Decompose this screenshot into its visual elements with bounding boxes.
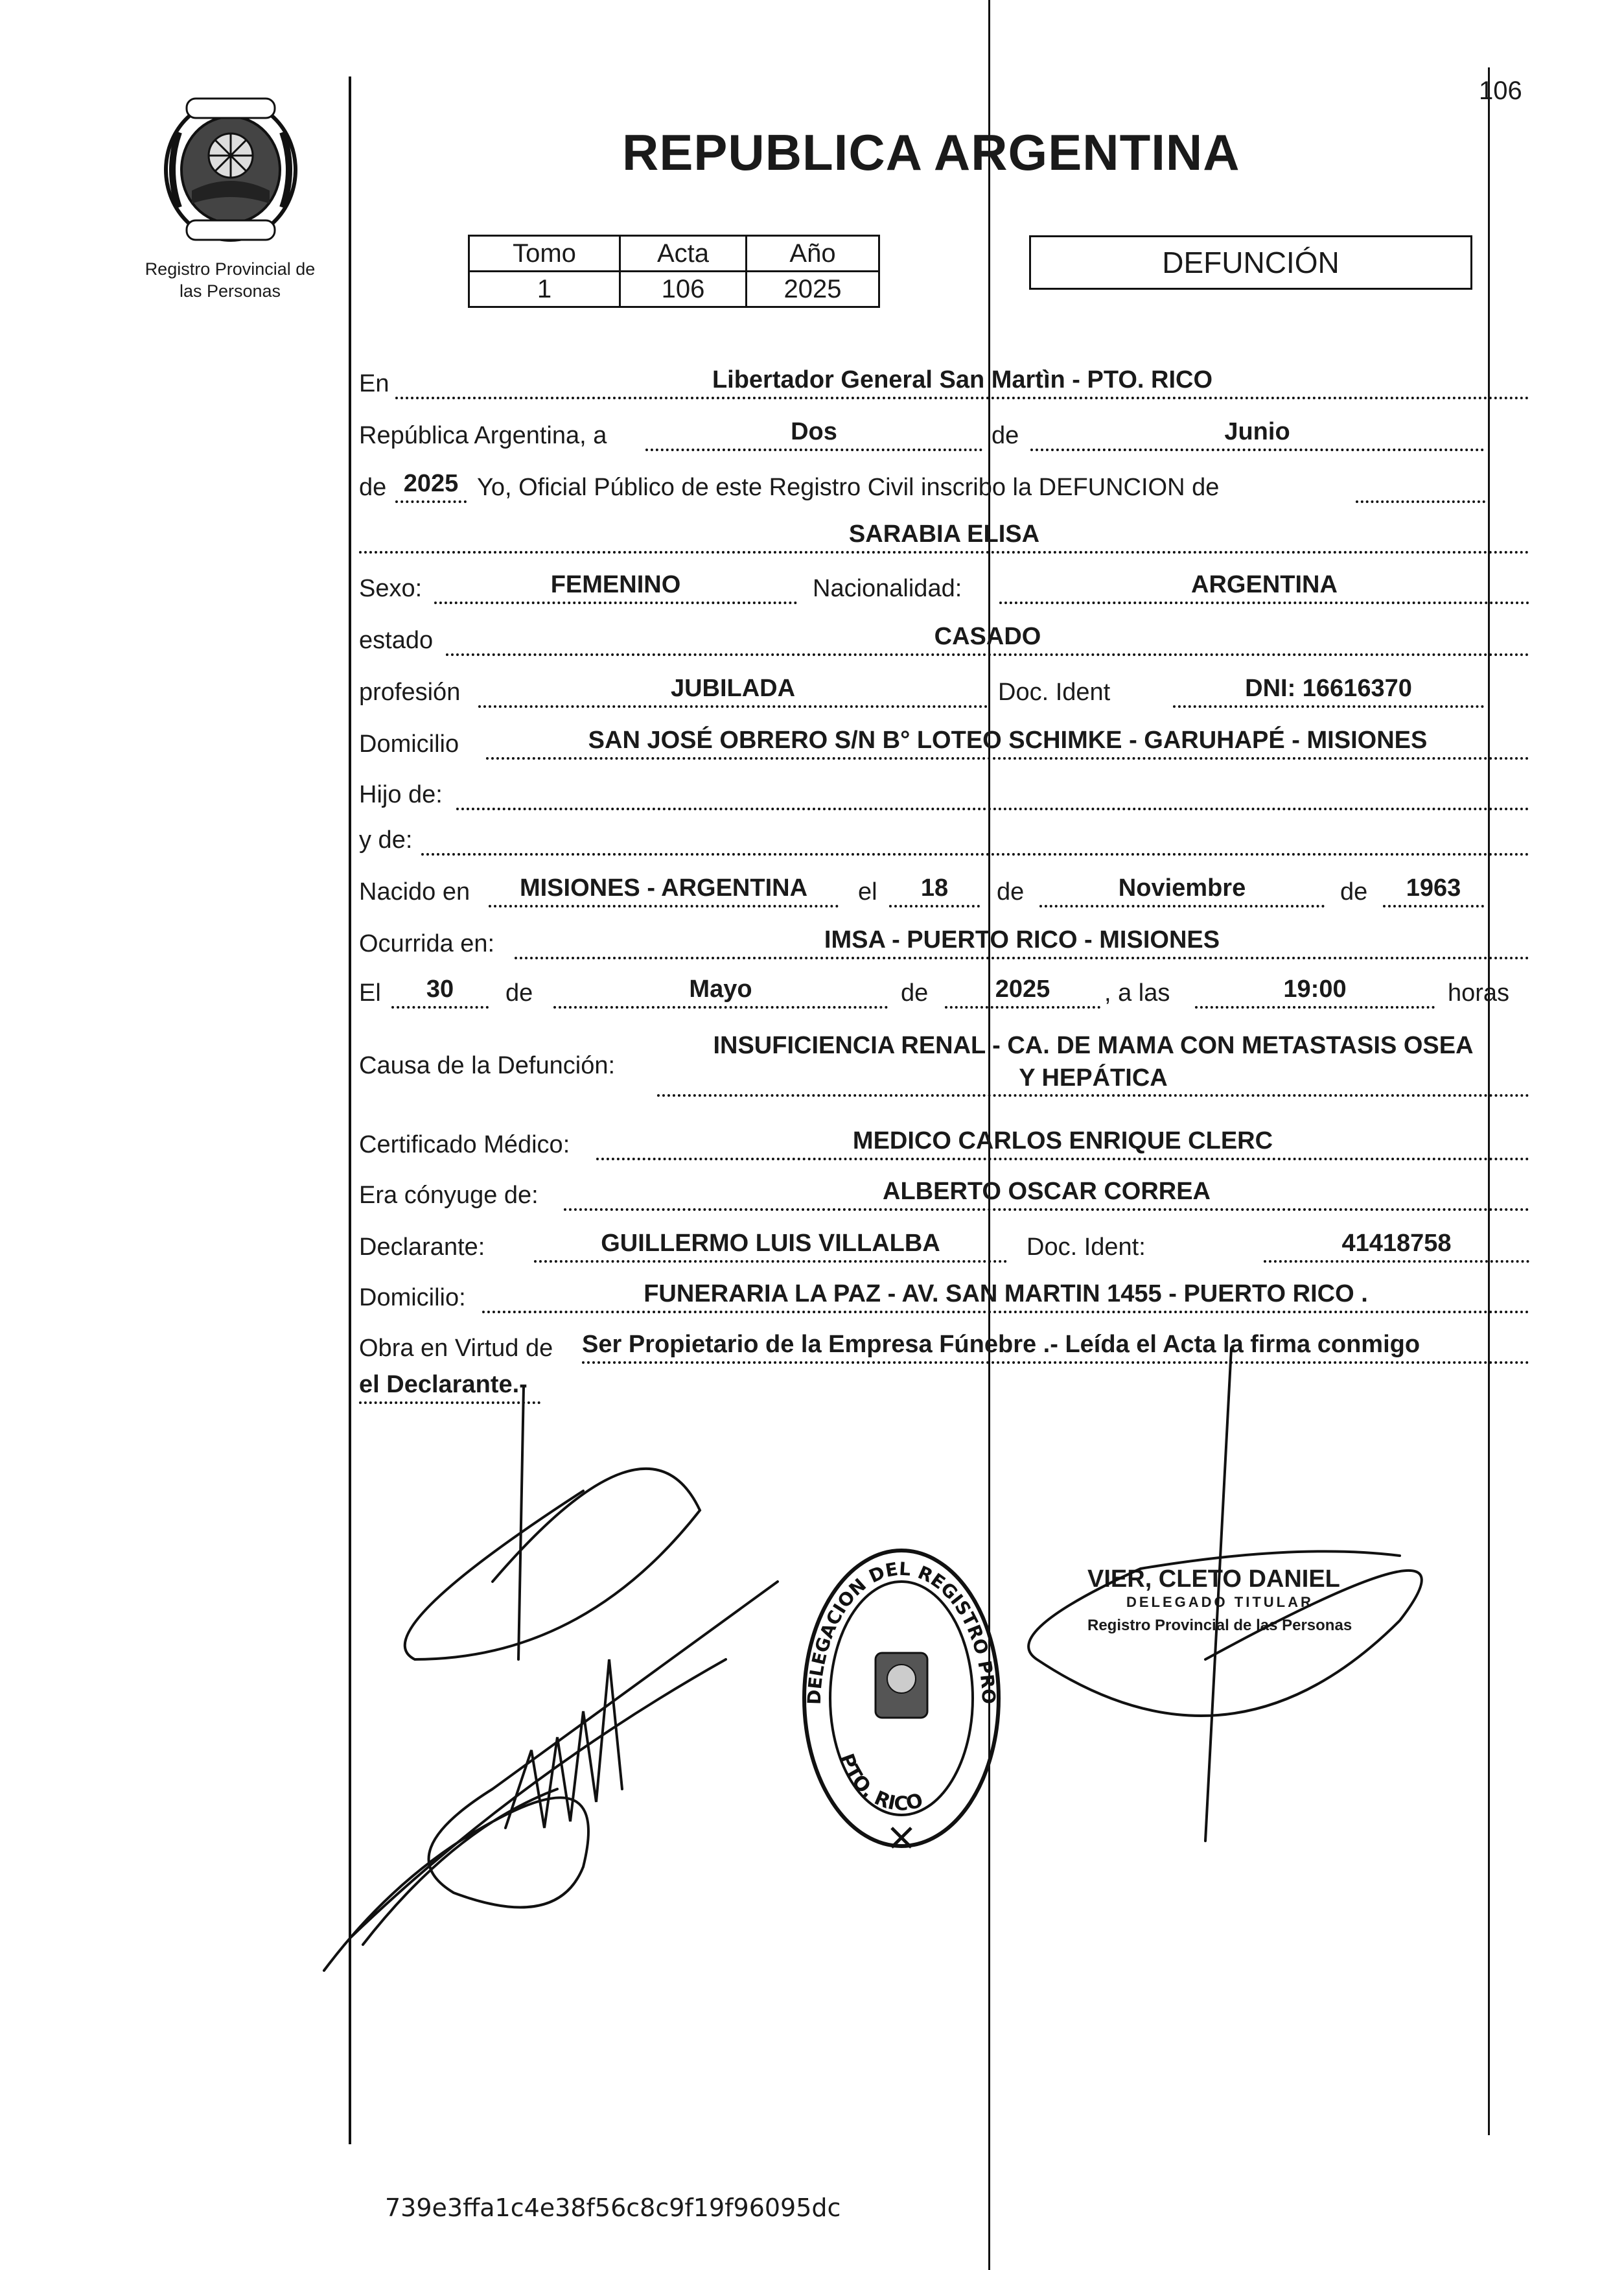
- row-intro: [359, 463, 1529, 506]
- declarante-label: Declarante:: [359, 1234, 485, 1261]
- row-causa: [359, 1015, 1529, 1099]
- registry-caption: [123, 258, 337, 302]
- month-word-field: Junio: [1030, 416, 1484, 451]
- birth-day-field: 18: [889, 872, 980, 907]
- profesion-field: JUBILADA: [478, 673, 988, 708]
- page-title: REPUBLICA ARGENTINA: [622, 124, 1240, 181]
- domicilio2-field: FUNERARIA LA PAZ - AV. SAN MARTIN 1455 - PUERTO RICO .: [482, 1278, 1529, 1313]
- obra-label: Obra en Virtud de: [359, 1335, 553, 1362]
- record-header-tomo: Tomo: [469, 236, 620, 272]
- nacionalidad-label: Nacionalidad:: [813, 575, 962, 602]
- sexo-field: FEMENINO: [434, 569, 797, 604]
- hijo-label: Hijo de:: [359, 781, 443, 808]
- official-title: DELEGADO TITULAR: [1126, 1594, 1314, 1610]
- declarant-signature: [324, 1387, 778, 1971]
- page-number: 106: [1479, 76, 1522, 105]
- row-date: [359, 411, 1529, 454]
- domicilio-label: Domicilio: [359, 731, 459, 758]
- horas-label: horas: [1448, 979, 1510, 1007]
- estado-field: CASADO: [446, 621, 1529, 656]
- row-certificado: [359, 1120, 1529, 1163]
- stamp-outer-text: DELEGACION DEL REGISTRO PRO: [803, 1558, 1000, 1705]
- yde-field: [421, 821, 1529, 856]
- alas-label: , a las: [1104, 979, 1170, 1007]
- row-name: [359, 513, 1529, 556]
- nacido-label: Nacido en: [359, 878, 470, 906]
- row-conyuge: [359, 1171, 1529, 1213]
- official-stamp: [1087, 1567, 1352, 1637]
- death-day-field: 30: [391, 974, 489, 1009]
- province-seal: [153, 93, 308, 246]
- de-label-5: de: [505, 979, 533, 1007]
- doc-label: Doc. Ident: [998, 679, 1111, 706]
- nacido-field: MISIONES - ARGENTINA: [489, 872, 839, 907]
- ocurrida-label: Ocurrida en:: [359, 930, 495, 957]
- deceased-name-field: SARABIA ELISA: [359, 519, 1529, 554]
- row-nacido: [359, 867, 1529, 910]
- obra-line1: Ser Propietario de la Empresa Fúnebre .- Leída el Acta la firma conmigo: [582, 1329, 1529, 1364]
- certificado-label: Certificado Médico:: [359, 1131, 570, 1158]
- ocurrida-field: IMSA - PUERTO RICO - MISIONES: [515, 924, 1529, 959]
- de-label-1: de: [992, 422, 1019, 449]
- intro-text: Yo, Oficial Público de este Registro Civil inscribo la DEFUNCION de: [477, 474, 1220, 501]
- de-label-6: de: [901, 979, 929, 1007]
- de-label-4: de: [1340, 878, 1368, 906]
- sexo-label: Sexo:: [359, 575, 423, 602]
- row-domicilio2: [359, 1273, 1529, 1316]
- row-hijo: [359, 770, 1529, 813]
- record-value-tomo: 1: [469, 272, 620, 307]
- republica-label: República Argentina, a: [359, 422, 607, 449]
- row-place: [359, 359, 1529, 402]
- record-header-acta: Acta: [620, 236, 747, 272]
- certificado-field: MEDICO CARLOS ENRIQUE CLERC: [596, 1125, 1529, 1160]
- yde-label: y de:: [359, 826, 413, 854]
- causa-label: Causa de la Defunción:: [359, 1052, 616, 1079]
- record-type-box: DEFUNCIÓN: [1029, 235, 1472, 290]
- domicilio-field: SAN JOSÉ OBRERO S/N B° LOTEO SCHIMKE - GARUHAPÉ - MISIONES: [486, 725, 1529, 760]
- el2-label: El: [359, 979, 381, 1007]
- row-estado: [359, 616, 1529, 659]
- row-yde: [359, 815, 1529, 858]
- registry-caption-line1: Registro Provincial de: [145, 259, 316, 279]
- hijo-field: [456, 775, 1529, 810]
- row-obra2: [359, 1364, 1529, 1407]
- death-time-field: 19:00: [1195, 974, 1435, 1009]
- estado-label: estado: [359, 627, 434, 654]
- nacionalidad-field: ARGENTINA: [999, 569, 1529, 604]
- declarante-field: GUILLERMO LUIS VILLALBA: [534, 1228, 1007, 1263]
- en-label: En: [359, 370, 389, 397]
- row-profesion: [359, 668, 1529, 710]
- de-label-3: de: [997, 878, 1025, 906]
- left-margin-line: [349, 76, 351, 2144]
- doc-field: DNI: 16616370: [1173, 673, 1484, 708]
- death-month-field: Mayo: [553, 974, 888, 1009]
- row-declarante: [359, 1223, 1529, 1265]
- row-domicilio: [359, 720, 1529, 762]
- day-word-field: Dos: [645, 416, 982, 451]
- domicilio2-label: Domicilio:: [359, 1284, 466, 1311]
- row-death-date: [359, 968, 1529, 1011]
- birth-month-field: Noviembre: [1039, 872, 1325, 907]
- official-office: Registro Provincial de las Personas: [1087, 1617, 1352, 1634]
- doc2-field: 41418758: [1264, 1228, 1529, 1263]
- row-ocurrida: [359, 919, 1529, 962]
- record-header-ano: Año: [747, 236, 879, 272]
- svg-text:PTO. RICO: [835, 1751, 925, 1816]
- record-value-ano: 2025: [747, 272, 879, 307]
- causa-line1: INSUFICIENCIA RENAL - CA. DE MAMA CON METASTASIS OSEA: [713, 1032, 1474, 1059]
- row-sexo: [359, 564, 1529, 607]
- year-field: 2025: [395, 468, 467, 503]
- profesion-label: profesión: [359, 679, 461, 706]
- record-value-acta: 106: [620, 272, 747, 307]
- place-field: Libertador General San Martìn - PTO. RICO: [395, 364, 1529, 399]
- intro-blank: [1356, 468, 1485, 503]
- delegation-stamp: [795, 1543, 1008, 1854]
- stamp-inner-text: PTO. RICO: [835, 1750, 926, 1816]
- birth-year-field: 1963: [1383, 872, 1484, 907]
- causa-line2: Y HEPÁTICA: [1019, 1064, 1168, 1092]
- conyuge-field: ALBERTO OSCAR CORREA: [564, 1176, 1529, 1211]
- causa-field: [657, 1029, 1529, 1097]
- el-label: el: [858, 878, 877, 906]
- document-hash: 739e3ffa1c4e38f56c8c9f19f96095dc: [385, 2194, 841, 2222]
- doc2-label: Doc. Ident:: [1027, 1234, 1146, 1261]
- death-year-field: 2025: [945, 974, 1100, 1009]
- conyuge-label: Era cónyuge de:: [359, 1182, 539, 1209]
- row-obra: [359, 1324, 1529, 1366]
- de-label-2: de: [359, 474, 387, 501]
- official-name: VIER, CLETO DANIEL: [1087, 1565, 1340, 1593]
- obra-line2: el Declarante.-: [359, 1369, 540, 1404]
- record-table: [468, 235, 880, 308]
- registry-caption-line2: las Personas: [179, 281, 281, 301]
